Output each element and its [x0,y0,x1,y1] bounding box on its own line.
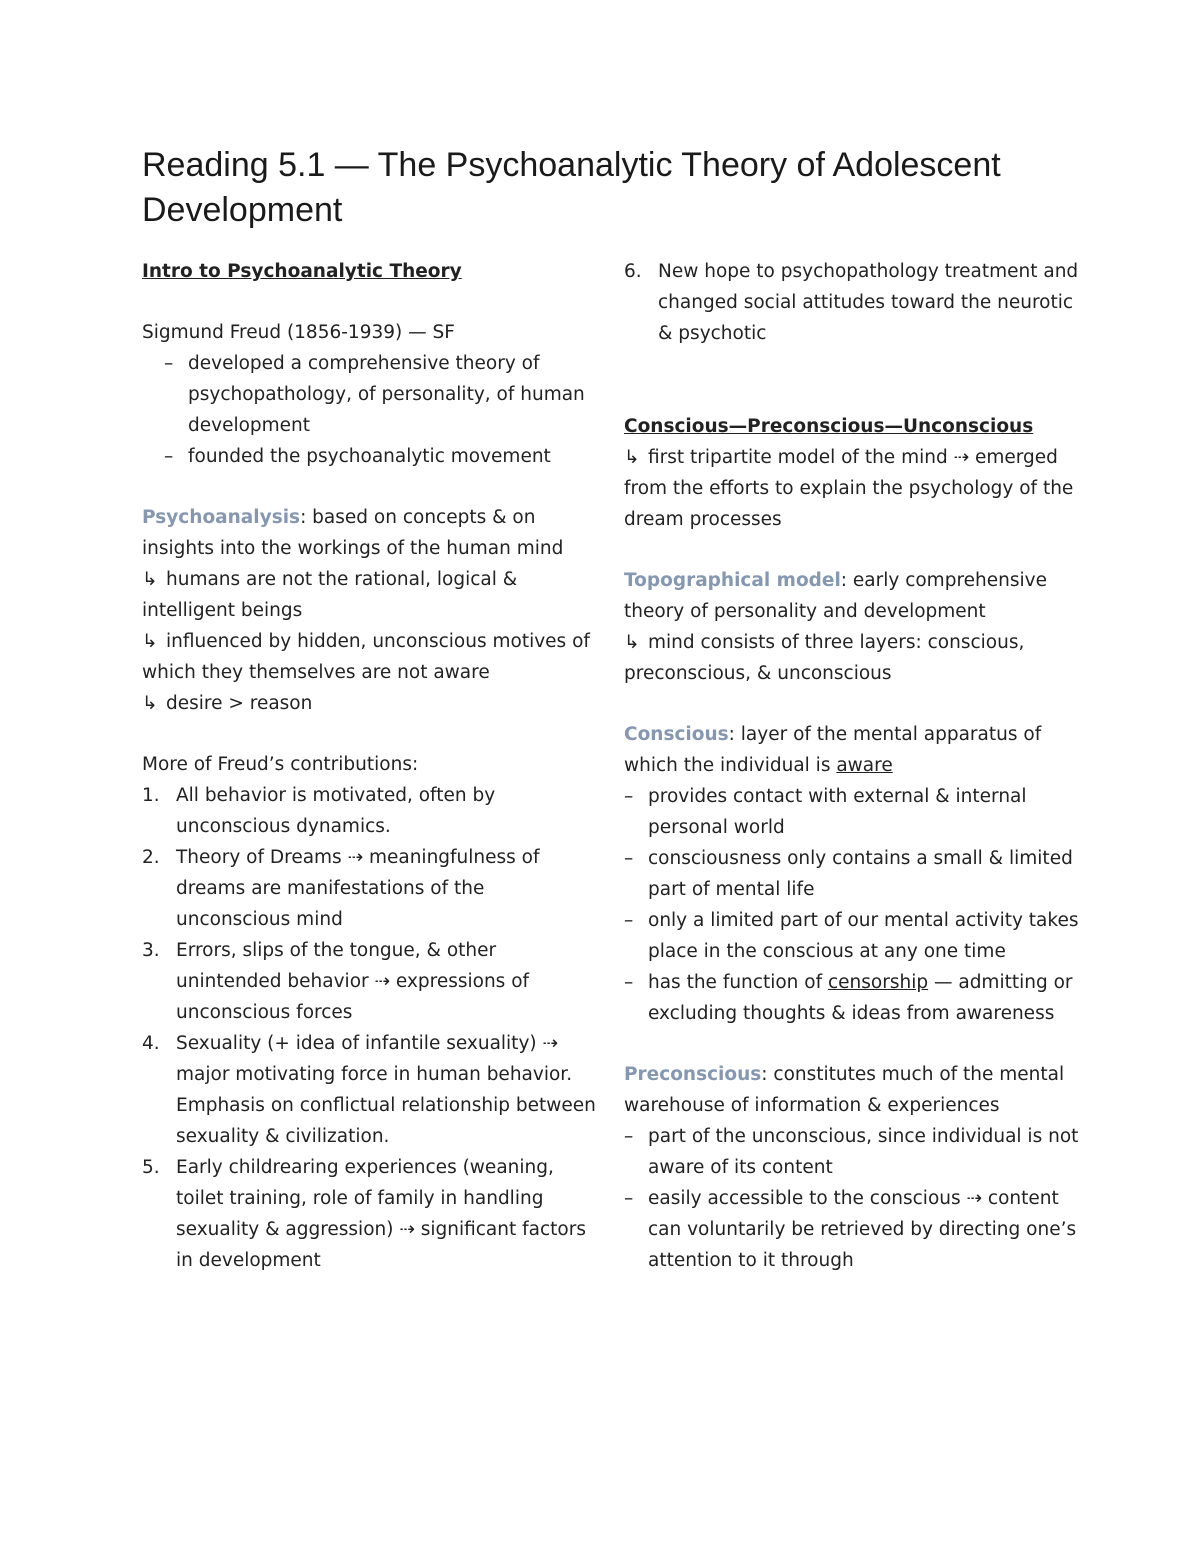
arrow-icon: ↳ [142,631,158,652]
list-item: – part of the unconscious, since individual is not aware of its content [624,1121,1084,1183]
conscious-definition: Conscious: layer of the mental apparatus of which the individual is aware [624,724,1042,776]
section-heading-conscious: Conscious—Preconscious—Unconscious [624,416,1034,437]
arrow-point: ↳ mind consists of three layers: conscious, preconscious, & unconscious [624,627,1084,689]
term-psychoanalysis: Psychoanalysis [142,507,301,528]
freud-line: Sigmund Freud (1856-1939) — SF [142,322,455,343]
arrow-point: ↳ humans are not the rational, logical & intelligent beings [142,564,602,626]
list-item: 3. Errors, slips of the tongue, & other unintended behavior ⇢ expressions of unconscious forces [142,940,530,1023]
right-column [624,256,1084,1276]
preconscious-definition: Preconscious: constitutes much of the mental warehouse of information & experiences [624,1064,1065,1116]
page-title: Reading 5.1 — The Psychoanalytic Theory of Adolescent Development [142,146,1001,229]
arrow-icon: ↳ [142,569,158,590]
list-item: – easily accessible to the conscious ⇢ content can voluntarily be retrieved by directing one’s attention to it through [624,1183,1084,1276]
term-preconscious: Preconscious [624,1064,762,1085]
psychoanalysis-definition: Psychoanalysis: based on concepts & on insights into the workings of the human mind [142,507,564,559]
list-item: – consciousness only contains a small & limited part of mental life [624,843,1084,905]
list-item: 6. New hope to psychopathology treatment and changed social attitudes toward the neurotic & psychotic [624,261,1079,344]
conscious-bullets [624,781,1084,1029]
section-heading-intro: Intro to Psychoanalytic Theory [142,261,462,282]
list-item: – only a limited part of our mental activity takes place in the conscious at any one time [624,905,1084,967]
list-item: – developed a comprehensive theory of psychopathology, of personality, of human development [164,348,602,441]
list-item: – founded the psychoanalytic movement [164,441,602,472]
arrow-icon: ↳ [624,447,640,468]
contributions-intro: More of Freud’s contributions: [142,754,419,775]
arrow-icon: ↳ [142,693,158,714]
arrow-point: ↳ influenced by hidden, unconscious motives of which they themselves are not aware [142,626,602,688]
arrow-point: ↳ desire > reason [142,688,602,719]
preconscious-bullets [624,1121,1084,1276]
list-item: 4. Sexuality (+ idea of infantile sexuality) ⇢ major motivating force in human behavior. Emphasis on conflictual relationship between sexuality & civilization. [142,1033,596,1147]
arrow-point: ↳ first tripartite model of the mind ⇢ emerged from the efforts to explain the psychology of the dream processes [624,442,1084,535]
arrow-icon: ↳ [624,632,640,653]
term-topographical-model: Topographical model [624,570,841,591]
list-item: 1. All behavior is motivated, often by unconscious dynamics. [142,785,496,837]
left-column [142,256,602,1276]
list-item: 2. Theory of Dreams ⇢ meaningfulness of dreams are manifestations of the unconscious mind [142,847,540,930]
topographical-definition: Topographical model: early comprehensive theory of personality and development [624,570,1047,622]
freud-bullets [142,348,602,472]
list-item: 5. Early childrearing experiences (weaning, toilet training, role of family in handling sexuality & aggression) ⇢ significant factors in development [142,1157,586,1271]
list-item: – provides contact with external & internal personal world [624,781,1084,843]
contributions-list [142,780,602,1276]
contributions-list-continued [624,256,1084,349]
list-item: – has the function of censorship — admitting or excluding thoughts & ideas from awareness [624,967,1084,1029]
term-conscious: Conscious [624,724,729,745]
